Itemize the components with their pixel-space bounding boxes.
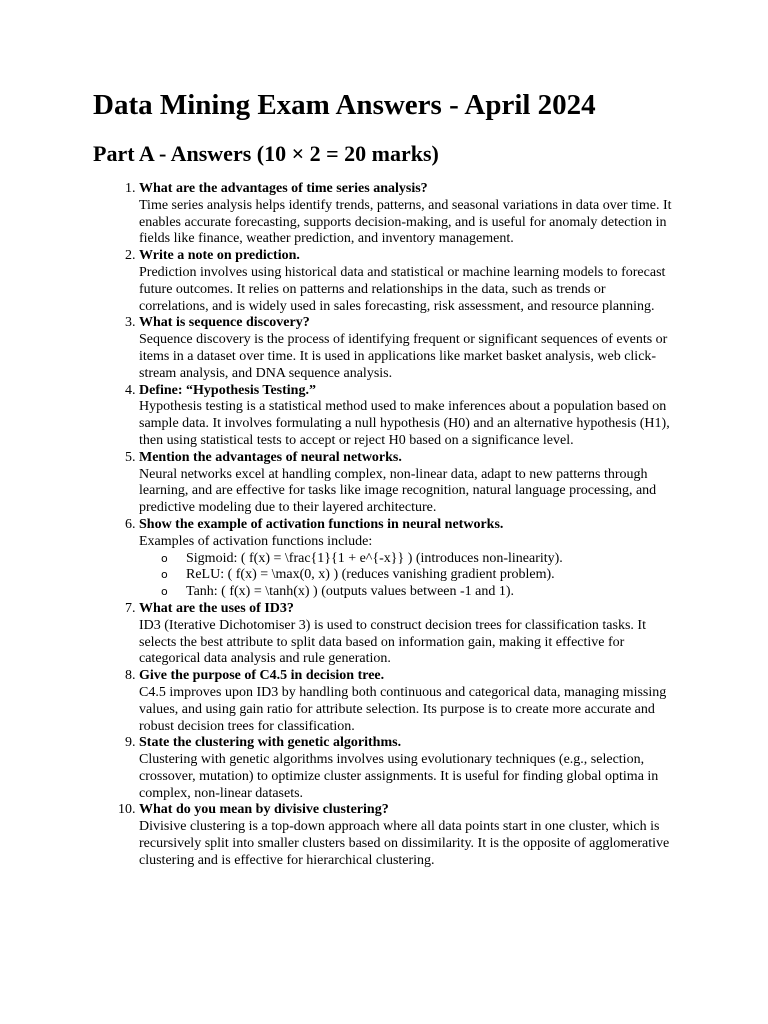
sub-list-item — [161, 551, 678, 568]
circle-bullet-icon: o — [161, 585, 168, 599]
answer-item — [139, 450, 678, 517]
answer-item — [139, 735, 678, 802]
sub-item-text: Sigmoid: ( f(x) = \frac{1}{1 + e^{-x}} ) (introduces non-linearity). — [186, 550, 563, 566]
answer-item — [139, 601, 678, 668]
document-title: Data Mining Exam Answers - April 2024 — [93, 89, 596, 121]
answer-item — [139, 668, 678, 735]
sub-list-item — [161, 567, 678, 584]
answer-text: Neural networks excel at handling complex, non-linear data, adapt to new patterns through learning, and are effective for tasks like image recognition, natural language processing, and predictive modeling due to their layered architecture. — [139, 466, 657, 516]
answer-item — [139, 383, 678, 450]
question-text: 6. Show the example of activation functions in neural networks. — [139, 516, 504, 532]
answer-item — [139, 181, 678, 248]
answer-text: Time series analysis helps identify trends, patterns, and seasonal variations in data over time. It enables accurate forecasting, supports decision-making, and is useful for anomaly detection in fields like finance, weather prediction, and inventory management. — [139, 197, 672, 247]
question-text: 9. State the clustering with genetic algorithms. — [139, 735, 402, 751]
question-text: 1. What are the advantages of time series analysis? — [139, 181, 428, 196]
answer-text: C4.5 improves upon ID3 by handling both continuous and categorical data, managing missing values, and using gain ratio for attribute selection. Its purpose is to create more accurate and robust decision trees for classification. — [139, 684, 667, 734]
answer-text: Divisive clustering is a top-down approach where all data points start in one cluster, which is recursively split into smaller clusters based on dissimilarity. It is the opposite of agglomerative clustering and is effective for hierarchical clustering. — [139, 819, 670, 868]
answers-list — [93, 181, 678, 870]
section-heading: Part A - Answers (10 × 2 = 20 marks) — [93, 141, 439, 166]
answer-item — [139, 248, 678, 315]
question-text: 7. What are the uses of ID3? — [139, 600, 294, 616]
question-text: 3. What is sequence discovery? — [139, 315, 310, 331]
answer-item — [139, 517, 678, 601]
question-text: 4. Define: “Hypothesis Testing.” — [139, 382, 316, 398]
answer-text: Examples of activation functions include: — [139, 533, 373, 549]
question-text: 8. Give the purpose of C4.5 in decision tree. — [139, 668, 385, 684]
answer-text: ID3 (Iterative Dichotomiser 3) is used to construct decision trees for classification tasks. It selects the best attribute to split data based on information gain, making it effective for categorical data analysis and rule generation. — [139, 617, 646, 667]
activation-function-list — [139, 551, 678, 601]
sub-item-text: Tanh: ( f(x) = \tanh(x) ) (outputs values between -1 and 1). — [186, 584, 515, 600]
question-text: 5. Mention the advantages of neural networks. — [139, 449, 402, 465]
question-text: 10. What do you mean by divisive clustering? — [139, 802, 389, 818]
question-text: 2. Write a note on prediction. — [139, 248, 300, 264]
circle-bullet-icon: o — [161, 551, 168, 565]
answer-item — [139, 802, 678, 869]
answer-text: Sequence discovery is the process of identifying frequent or significant sequences of events or items in a dataset over time. It is used in applications like market basket analysis, web click-stream analysis, and DNA sequence analysis. — [139, 332, 668, 381]
answer-text: Clustering with genetic algorithms involves using evolutionary techniques (e.g., selection, crossover, mutation) to optimize cluster assignments. It is useful for finding global optima in complex, non-linear datasets. — [139, 752, 659, 801]
sub-item-text: ReLU: ( f(x) = \max(0, x) ) (reduces vanishing gradient problem). — [186, 567, 555, 583]
answer-text: Hypothesis testing is a statistical method used to make inferences about a population based on sample data. It involves formulating a null hypothesis (H0) and an alternative hypothesis (H1), then using statistical tests to accept or reject H0 based on a significance level. — [139, 399, 670, 448]
answer-item — [139, 315, 678, 382]
answer-text: Prediction involves using historical data and statistical or machine learning models to forecast future outcomes. It relies on patterns and relationships in the data, such as trends or correlations, and is widely used in sales forecasting, risk assessment, and resource planning. — [139, 264, 666, 314]
sub-list-item — [161, 584, 678, 601]
circle-bullet-icon: o — [161, 568, 168, 582]
